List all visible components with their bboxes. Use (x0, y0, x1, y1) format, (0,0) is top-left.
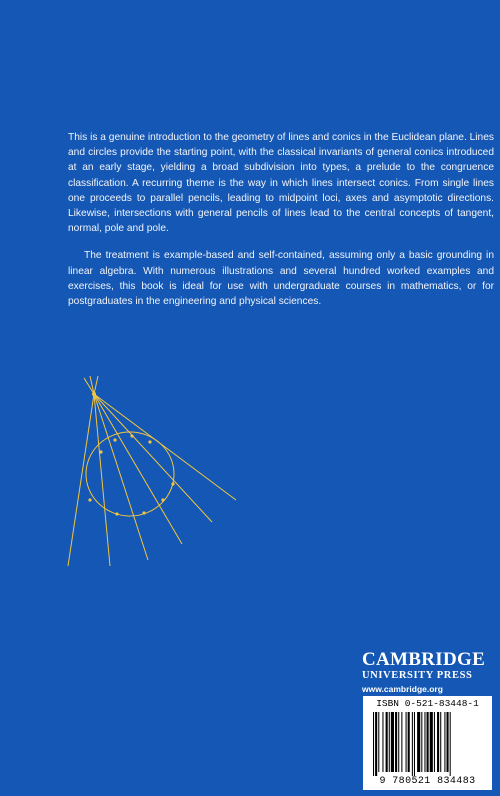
intersection-point (99, 450, 102, 453)
barcode-bar (434, 712, 435, 772)
pencil-of-lines-figure (60, 370, 260, 580)
barcode-bar (395, 712, 397, 772)
barcode (363, 696, 492, 790)
intersection-point (115, 512, 118, 515)
barcode-bar (412, 712, 413, 776)
barcode-bar (430, 712, 433, 772)
pencil-line-5 (94, 394, 212, 522)
barcode-bar (378, 712, 379, 772)
barcode-bar (421, 712, 422, 772)
barcode-bar (408, 712, 410, 772)
publisher-name: CAMBRIDGE (362, 649, 486, 670)
barcode-bar (427, 712, 429, 772)
barcode-bar (417, 712, 420, 772)
publisher-subname: UNIVERSITY PRESS (362, 670, 473, 681)
pencil-line-4 (94, 394, 182, 544)
blurb-text (68, 130, 494, 309)
barcode-bars (373, 712, 482, 776)
pencil-line-6 (94, 394, 236, 500)
barcode-bar (391, 712, 394, 772)
pencil-line-1 (68, 394, 94, 566)
barcode-bar (386, 712, 388, 772)
blurb-paragraph-2: The treatment is example-based and self-contained, assuming only a basic grounding in linear algebra. With numerous illustrations and several hundred worked examples and exercises, this book is ideal for use with undergraduate courses in mathematics, or for postgraduates in the engineering and physical sciences. (68, 250, 494, 308)
barcode-bar (375, 712, 377, 776)
barcode-bar (440, 712, 441, 772)
barcode-bar (424, 712, 425, 772)
publisher-url: www.cambridge.org (362, 684, 443, 694)
barcode-bar (382, 712, 383, 772)
pivot-point (92, 392, 96, 396)
barcode-bar (437, 712, 439, 772)
publisher-logo (362, 650, 492, 695)
barcode-bar (373, 712, 374, 776)
barcode-bar (401, 712, 402, 772)
intersection-point (130, 434, 133, 437)
intersection-point (171, 482, 174, 485)
blurb-paragraph-1: This is a genuine introduction to the geometry of lines and conics in the Euclidean plane. Lines and circles provide the starting point, with the classical invariants of general conics introduced at an early stage, yielding a broad subdivision into types, a prelude to the congruence classification. A recurring theme is the way in which lines intersect conics. From single lines one proceeds to parallel pencils, leading to midpoint loci, axes and asymptotic directions. Likewise, intersections with general pencils of lines lead to the central concepts of tangent, normal, pole and pole. (68, 132, 494, 235)
intersection-point (148, 440, 151, 443)
pencil-short-3 (94, 376, 98, 394)
barcode-bar (444, 712, 445, 772)
intersection-point (88, 498, 91, 501)
barcode-bar (414, 712, 415, 776)
barcode-bar (389, 712, 390, 772)
barcode-bar (450, 712, 451, 776)
intersection-point (142, 511, 145, 514)
barcode-bar (398, 712, 399, 772)
barcode-bar (406, 712, 407, 772)
intersection-point (113, 438, 116, 441)
intersection-point (161, 498, 164, 501)
barcode-bar (447, 712, 449, 772)
barcode-digits: 9 780521 834483 (379, 776, 476, 787)
isbn-label: ISBN 0-521-83448-1 (376, 698, 479, 709)
